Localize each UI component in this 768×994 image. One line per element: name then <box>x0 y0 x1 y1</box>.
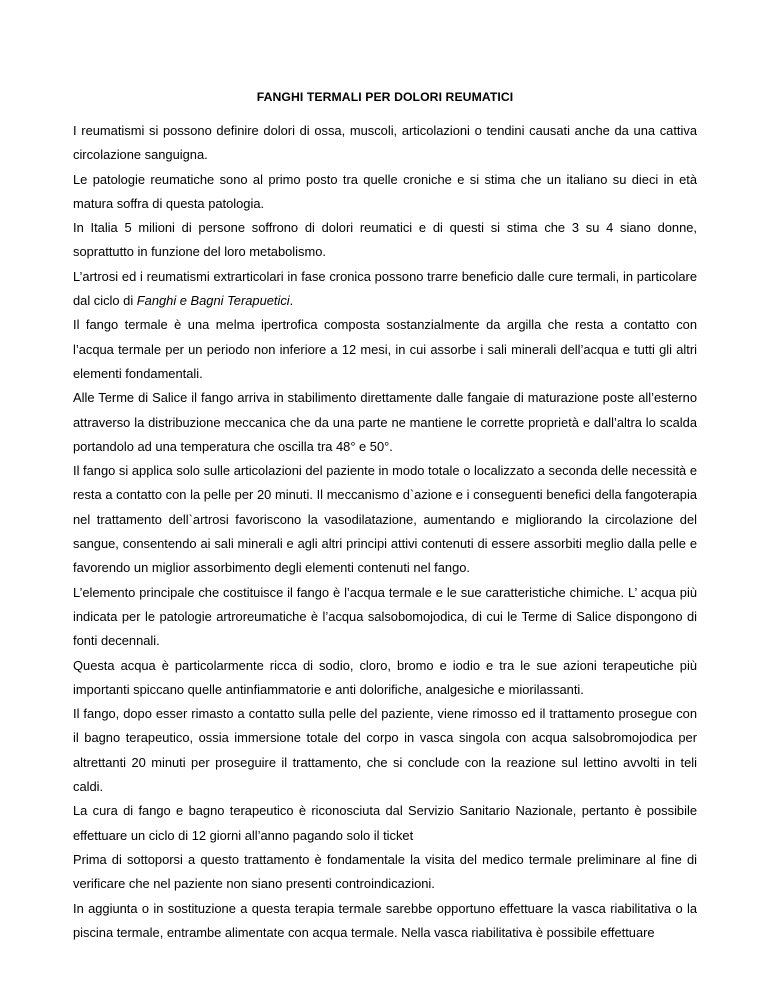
paragraph-composizione-acqua: Questa acqua è particolarmente ricca di sodio, cloro, bromo e iodio e tra le sue azioni terapeutiche più importanti spiccano quelle antinfiammatorie e anti dolorifiche, analgesiche e miorilassanti. <box>73 657 697 697</box>
paragraph-vasca-riabilitativa: In aggiunta o in sostituzione a questa terapia termale sarebbe opportuno effettuare la vasca riabilitativa o la piscina termale, entrambe alimentate con acqua termale. Nella vasca riabilitativa è possibile effettuare <box>73 900 697 940</box>
paragraph-reumatismi-definizione: I reumatismi si possono definire dolori di ossa, muscoli, articolazioni o tendini causati anche da una cattiva circolazione sanguigna. <box>73 123 697 163</box>
paragraph-terme-salice: Alle Terme di Salice il fango arriva in stabilimento direttamente dalle fangaie di maturazione poste all’esterno attraverso la distribuzione meccanica che da una parte ne mantiene le corrette proprietà e dall’altra lo scalda portandolo ad una temperatura che oscilla tra 48° e 50°. <box>73 390 697 454</box>
paragraph-applicazione-fango: Il fango si applica solo sulle articolazioni del paziente in modo totale o localizzato a seconda delle necessità e resta a contatto con la pelle per 20 minuti. Il meccanismo d`azione e i conseguenti benefici della fangoterapia nel trattamento dell`artrosi favoriscono la vasodilatazione, aumentando e migliorando la circolazione del sangue, consentendo ai sali minerali e agli altri principi attivi contenuti di essere assorbiti meglio dalla pelle e favorendo un miglior assorbimento degli elementi contenuti nel fango. <box>73 463 697 576</box>
paragraph-acqua-termale: L’elemento principale che costituisce il fango è l’acqua termale e le sue caratteristiche chimiche. L’ acqua più indicata per le patologie artroreumatiche è l’acqua salsobomojodica, di cui le Terme di Salice dispongono di fonti decennali. <box>73 584 697 649</box>
title-spacer <box>73 107 697 119</box>
paragraph-bagno-terapeutico: Il fango, dopo esser rimasto a contatto sulla pelle del paziente, viene rimosso ed il trattamento prosegue con il bagno terapeutico, ossia immersione totale del corpo in vasca singola con acqua salsobromojodica per altrettanti 20 minuti per proseguire il trattamento, che si conclude con la reazione sul lettino avvolti in teli caldi. <box>73 706 697 795</box>
paragraph-visita-medica: Prima di sottoporsi a questo trattamento è fondamentale la visita del medico termale preliminare al fine di verificare che nel paziente non siano presenti controindicazioni. <box>73 851 697 892</box>
document-body <box>73 87 697 945</box>
paragraph-patologie-croniche: Le patologie reumatiche sono al primo posto tra quelle croniche e si stima che un italiano su dieci in età matura soffra di questa patologia. <box>73 171 697 211</box>
paragraph-italia-statistiche: In Italia 5 milioni di persone soffrono di dolori reumatici e di questi si stima che 3 su 4 siano donne, soprattutto in funzione del loro metabolismo. <box>73 220 697 260</box>
paragraph-artrosi-cure <box>73 265 697 314</box>
paragraph-artrosi-text: L’artrosi ed i reumatismi extrarticolari in fase cronica possono trarre beneficio dalle cure termali, in particolare dal ciclo di <box>73 268 697 309</box>
paragraph-servizio-sanitario: La cura di fango e bagno terapeutico è riconosciuta dal Servizio Sanitario Nazionale, pertanto è possibile effettuare un ciclo di 12 giorni all’anno pagando solo il ticket <box>73 803 697 843</box>
paragraph-artrosi-italic: Fanghi e Bagni Terapuetici <box>136 293 290 309</box>
document-title: FANGHI TERMALI PER DOLORI REUMATICI <box>256 90 514 104</box>
paragraph-fango-definizione: Il fango termale è una melma ipertrofica composta sostanzialmente da argilla che resta a contatto con l’acqua termale per un periodo non inferiore a 12 mesi, in cui assorbe i sali minerali dell’acqua e tutti gli altri elementi fondamentali. <box>73 317 697 381</box>
paragraph-artrosi-end: . <box>289 293 294 309</box>
